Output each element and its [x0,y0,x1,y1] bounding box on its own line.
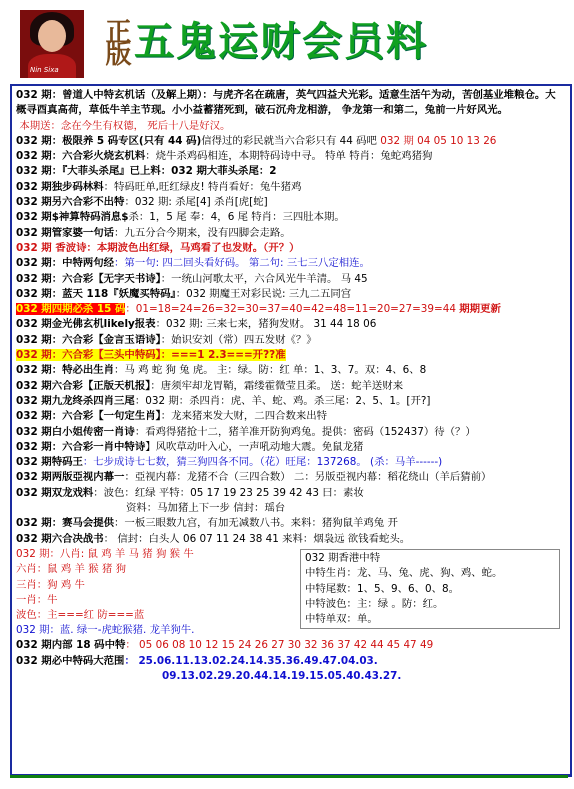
list-item [16,425,566,440]
item-label: 032 期：六合彩火烧玄机料 [16,150,146,163]
item-text: ：九五分合今期来，没有四脚会走路。 [114,226,291,239]
list-item [16,409,566,424]
list-item [16,455,566,470]
item-label: 032 期六合决战书 [16,532,104,545]
item-text: ：032 期魔王对彩民说: 三九二五同宫 [175,287,352,300]
list-item [16,287,566,302]
box-row: 中特波色：主：绿 。防：红。 [305,597,444,610]
item-text: 三肖：狗 鸡 牛 [16,578,85,591]
list-item [16,654,566,669]
item-text: ：始识安刘（常）四五发财《？》 [160,333,317,346]
list-item [16,333,566,348]
list-item [16,608,278,623]
item-label: 032 期特码王 [16,456,83,469]
item-text: 032 期 香波诗：本期波色出红绿，马鸡看了也发财。（开？） [16,241,300,254]
list-item [16,149,566,164]
list-item [16,302,566,317]
list-item [16,272,566,287]
item-text: ：烧牛杀鸡码相连，本期特码诗中寻。 特单 特肖：兔蛇鸡猪狗 [145,150,433,163]
signature: Nin Sixa [30,66,59,74]
item-text: ：一统山河歌太平，六合风光牛羊清。 马 45 [160,272,368,285]
item-numbers: ： 25.06.11.13.02.24.14.35.36.49.47.04.03. [124,654,378,667]
item-label: 032 期：赛马会提供 [16,517,115,530]
item-text: ：亞视内幕：龙猪不合（三四合数） 二：另版亞视内幕：稻花绕山（羊后猜前） [124,471,492,484]
list-item [16,226,566,241]
list-item [16,501,566,516]
item-label: 032 期独步码林料 [16,180,104,193]
list-item [16,562,278,577]
avatar [20,10,84,78]
box-row: 中特尾数：1、5、9、6、0、8。 [305,582,459,595]
item-label: 032 期金光佛玄机likely报表 [16,318,156,331]
item-text: 032 期：六合彩【三头中特码】：===1 2.3===开??准 [16,349,286,362]
list-item [16,241,566,256]
item-label: 032 期九龙终杀四肖三尾 [16,394,135,407]
item-label: 032 期：特必出生肖 [16,364,115,377]
item-numbers: 09.13.02.29.20.44.14.19.15.05.40.43.27. [162,669,402,682]
item-label: 032 期白小姐传密一肖诗 [16,425,135,438]
item-label: 032 期：蓝天 118『妖魔买特码』 [16,287,176,300]
list-item [16,134,566,149]
item-label: 032 期：六合彩一肖中特诗 [16,440,146,453]
list-item [16,119,566,134]
footer-divider [10,775,568,778]
item-text: 一肖：牛 [16,593,58,606]
item-text: ：看鸡得猪抢十二，猪羊准开防狗鸡兔。提供：密码（152437）待（？） [134,425,476,438]
item-text: ：龙来猪来发大财，二四合数来出特 [160,410,328,423]
box-row: 中特生肖：龙、马、兔、虎、狗、鸡、蛇。 [305,567,503,580]
item-text: ：032 期：杀四肖：虎、羊、蛇、鸡。杀三尾：2、5、1。[开?] [134,394,431,407]
item-label: 032 期另六合彩不出特 [16,196,125,209]
header [14,4,568,82]
box-row: 中特单双：单。 [305,613,378,626]
list-item [16,578,278,593]
item-text: 信得过的彩民就当六合彩只有 44 码吧 [201,134,377,147]
hk-prediction-box [300,549,560,629]
item-text: ：七步成诗七七数，猜三狗四各不同。（花）旺尾：137268。 (杀：马羊------) [82,456,443,469]
item-text: 波色：主===红 防===蓝 [16,609,145,622]
list-item [16,440,566,455]
page-title: 五鬼运财会员料 [134,18,428,65]
item-text: 本期送：念在今生有权德， 死后十八是好汉。 [19,119,231,132]
item-label: 032 期必中特码大范围 [16,654,125,667]
list-item [16,180,566,195]
item-text: ：032 期: 杀尾[4] 杀肖[虎[蛇] [124,196,268,209]
item-label: 032 期双龙戏料 [16,486,94,499]
box-title: 032 期香港中特 [305,551,381,564]
list-item [16,638,566,653]
item-label: 032 期：六合彩【无字天书诗】 [16,272,161,285]
list-item [16,88,566,119]
item-label: 032 期$神算特码消息$ [16,211,129,224]
item-text: 】风吹草动叶入心，一声吼动地大震。免鼠龙猪 [145,440,364,453]
item-label: 032 期六合彩【正版天机报】 [16,379,151,392]
list-item [16,256,566,271]
item-text: 032 期：曾道人中特玄机话（及解上期）：与虎齐名在疏唐，英气四益犬光彩。适意生活午为动，苦创基业堆粮仓。大概寻酉真高荷，草低牛羊主节现。小小益蓄猪死到，破石沉舟龙相游， 争龙第一和第二，兔前一片好风光。 [16,89,556,117]
item-text: 032 期：蓝. 绿一-虎蛇猴猪. 龙羊狗牛. [16,623,195,636]
item-text: ：波色：红绿 平特：05 17 19 23 25 39 42 43 曰：素妆 [93,486,364,499]
item-text: 六肖：鼠 鸡 羊 猴 猪 狗 [16,563,127,576]
item-text: ：唐须牢却龙胃鞘，霜缕霍微莹且柔。 送：蛇羊送财来 [150,379,404,392]
face-shape [38,20,66,52]
item-text: 杀：1，5 尾 奉：4，6 尾 特肖：三四肚本期。 [128,211,345,224]
item-text: 资料：马加猪上下一步 信封：瑶台 [126,502,286,515]
item-numbers: ：01=18=24=26=32=30=37=40=42=48=11=20=27=39=44 [125,303,456,316]
list-item [16,317,566,332]
item-label: 032 期：极限养 5 码专区(只有 44 码) [16,134,202,147]
item-label: 032 期四期必杀 15 码 [16,303,126,316]
prediction-block [16,547,566,626]
logo: 正版 [101,18,131,62]
item-text: ：第一句: 四二回头看好码。 第二句: 三七三八定相连。 [114,257,370,270]
item-label: 032 期：『大菲头杀尾』已上料 [16,165,161,178]
list-item [16,379,566,394]
item-text: ：特码旺单,旺红绿皮! 特肖看好：兔牛猪鸡 [103,180,302,193]
item-label: 032 期管家婆一句话 [16,226,115,239]
item-label: 032 期：六合彩【金言玉语诗】 [16,333,161,346]
list-item [16,516,566,531]
list-item [16,669,566,684]
item-text: ：一板三眼数九宫，有加无减数八书。来料：猪狗鼠羊鸡兔 开 [114,517,398,530]
item-label: 032 期内部 18 码中特 [16,639,126,652]
item-text: ： 信封：白头人 06 07 11 24 38 41 来料：烟袅远 欲钱看蛇头。 [103,532,411,545]
list-item [16,593,278,608]
item-label: 032 期：中特两句经 [16,257,115,270]
list-item [16,210,566,225]
item-label: 032 期：六合彩【一句定生肖】 [16,410,161,423]
list-item [16,363,566,378]
list-item [16,547,278,562]
item-numbers: 032 期 04 05 10 13 26 [380,134,497,147]
list-item [16,470,566,485]
item-label: 032 期两版亞视内幕一 [16,471,125,484]
item-text: 032 期：八肖: 鼠 鸡 羊 马 猪 狗 猴 牛 [16,547,194,560]
item-text: ：032 期大菲头杀尾：2 [160,165,277,178]
prediction-left [16,547,278,623]
list-item [16,164,566,179]
list-item [16,195,566,210]
item-text: ：马 鸡 蛇 狗 兔 虎。 主：绿。防：红 单：1、3、7。双：4、6、8 [114,364,427,377]
list-item [16,486,566,501]
list-item [16,532,566,547]
item-badge: 期期更新 [459,303,501,316]
content-panel [10,84,572,777]
item-numbers: ： 05 06 08 10 12 15 24 26 27 30 32 36 37 42 44 45 47 49 [125,639,434,652]
content-list [16,88,566,684]
list-item [16,394,566,409]
list-item [16,348,566,363]
item-text: ：032 期: 三来七来，猪狗发财。 31 44 18 06 [155,318,377,331]
